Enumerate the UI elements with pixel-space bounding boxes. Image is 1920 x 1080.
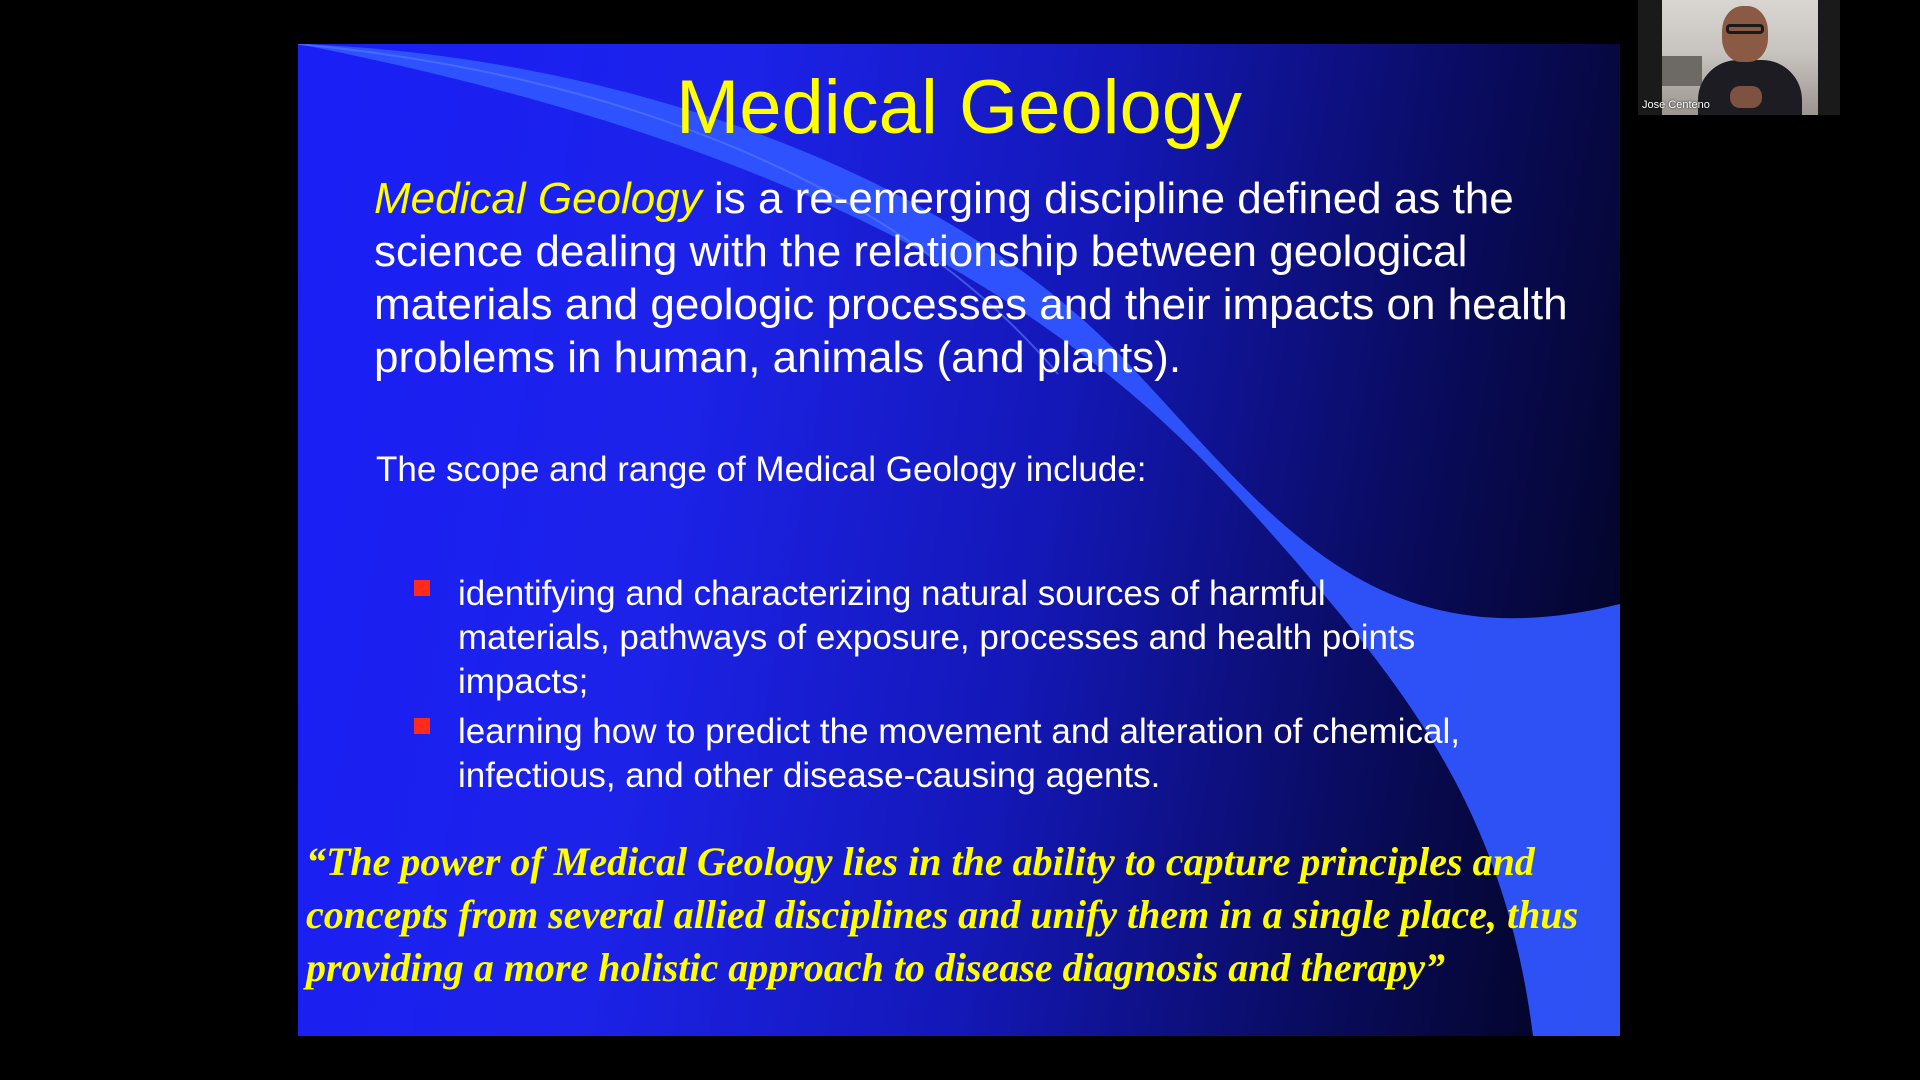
square-bullet-icon [414, 718, 430, 734]
background-shelf [1662, 56, 1702, 86]
participant-hands [1730, 86, 1762, 108]
list-item-text: identifying and characterizing natural sources of harmful materials, pathways of exposure, processes and health points impacts; [458, 574, 1416, 701]
presentation-slide [298, 44, 1620, 1036]
scope-intro: The scope and range of Medical Geology include: [376, 450, 1147, 489]
participant-name-label: Jose Centeno [1642, 99, 1710, 111]
square-bullet-icon [414, 580, 430, 596]
participant-video-tile[interactable] [1638, 0, 1840, 115]
quote-paragraph: “The power of Medical Geology lies in the ability to capture principles and concepts from several allied disciplines and unify them in a single place, thus providing a more holistic approach to disease diagnosis and therapy” [306, 839, 1579, 990]
definition-paragraph [374, 172, 1604, 384]
definition-text: is a re-emerging discipline defined as the science dealing with the relationship between geological materials and geologic processes and their impacts on health problems in human, animals (and plants). [374, 174, 1568, 382]
slide-title: Medical Geology [675, 65, 1243, 150]
list-item-text: learning how to predict the movement and alteration of chemical, infectious, and other disease-causing agents. [458, 712, 1460, 795]
list-item [408, 572, 1468, 704]
scope-list [408, 572, 1468, 804]
definition-term: Medical Geology [374, 174, 702, 223]
list-item [408, 710, 1468, 798]
participant-head [1722, 6, 1768, 62]
glasses-icon [1726, 24, 1764, 34]
